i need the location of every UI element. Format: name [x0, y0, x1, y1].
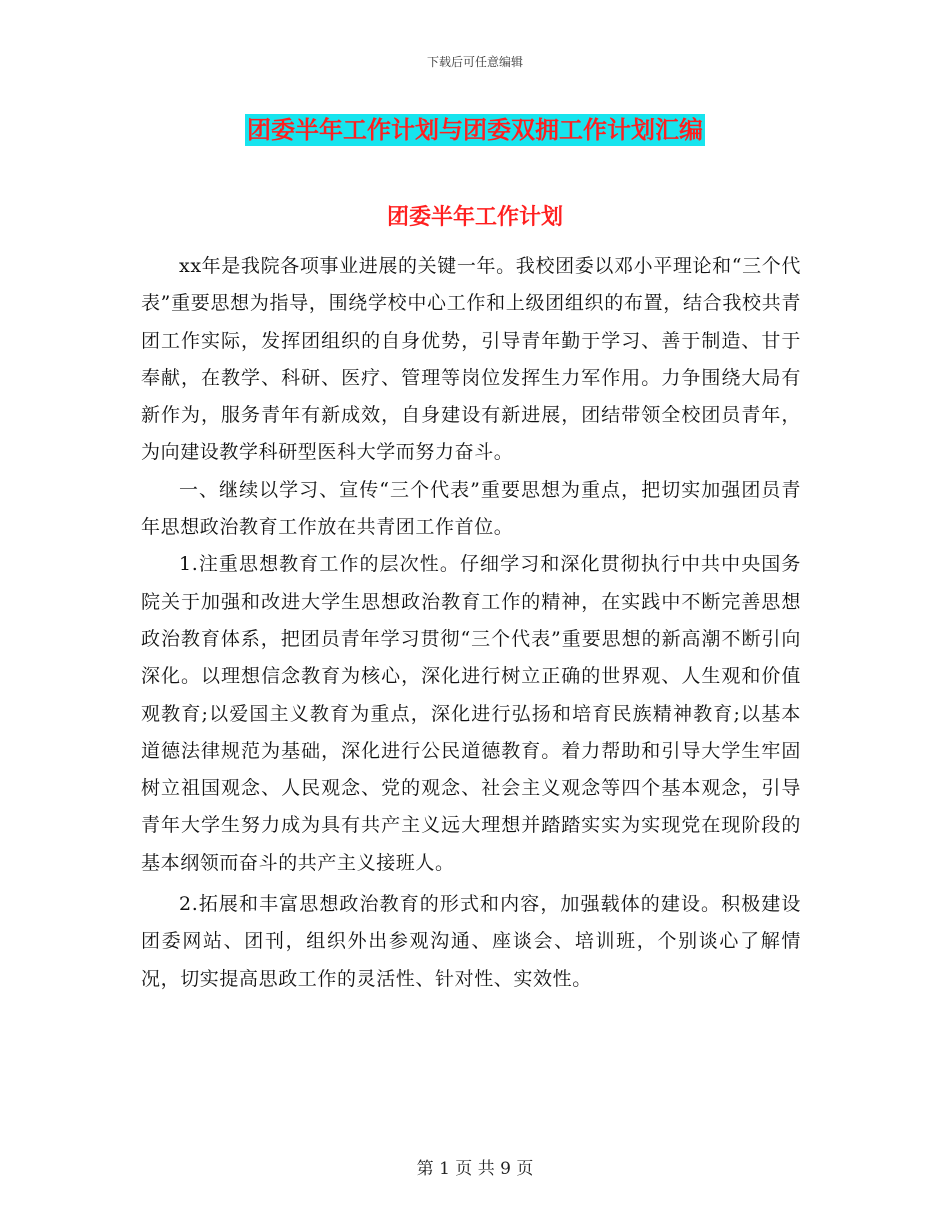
paragraph-intro: xx年是我院各项事业进展的关键一年。我校团委以邓小平理论和“三个代表”重要思想为指导，围绕学校中心工作和上级团组织的布置，结合我校共青团工作实际，发挥团组织的自身优势，引导青年勤于学习、善于制造、甘于奉献，在教学、科研、医疗、管理等岗位发挥生力军作用。力争围绕大局有新作为，服务青年有新成效，自身建设有新进展，团结带领全校团员青年，为向建设教学科研型医科大学而努力奋斗。: [141, 255, 801, 464]
document-body: [141, 248, 801, 998]
paragraph-item-two: 2.拓展和丰富思想政治教育的形式和内容，加强载体的建设。积极建设团委网站、团刊，组织外出参观沟通、座谈会、培训班，个别谈心了解情况，切实提高思政工作的灵活性、针对性、实效性。: [141, 893, 801, 990]
page-header-note: 下载后可任意编辑: [426, 55, 523, 69]
document-title-container: [0, 114, 950, 146]
paragraph-section-one: 一、继续以学习、宣传“三个代表”重要思想为重点，把切实加强团员青年思想政治教育工作放在共青团工作首位。: [141, 478, 801, 539]
page-footer: 第 1 页 共 9 页: [416, 1159, 534, 1179]
paragraph-item-one: 1.注重思想教育工作的层次性。仔细学习和深化贯彻执行中共中央国务院关于加强和改进大学生思想政治教育工作的精神，在实践中不断完善思想政治教育体系，把团员青年学习贯彻“三个代表”重要思想的新高潮不断引向深化。以理想信念教育为核心，深化进行树立正确的世界观、人生观和价值观教育;以爱国主义教育为重点，深化进行弘扬和培育民族精神教育;以基本道德法律规范为基础，深化进行公民道德教育。着力帮助和引导大学生牢固树立祖国观念、人民观念、党的观念、社会主义观念等四个基本观念，引导青年大学生努力成为具有共产主义远大理想并踏踏实实为实现党在现阶段的基本纲领而奋斗的共产主义接班人。: [141, 553, 801, 874]
document-title: 团委半年工作计划与团委双拥工作计划汇编: [247, 116, 703, 144]
section-title: 团委半年工作计划: [386, 205, 563, 230]
